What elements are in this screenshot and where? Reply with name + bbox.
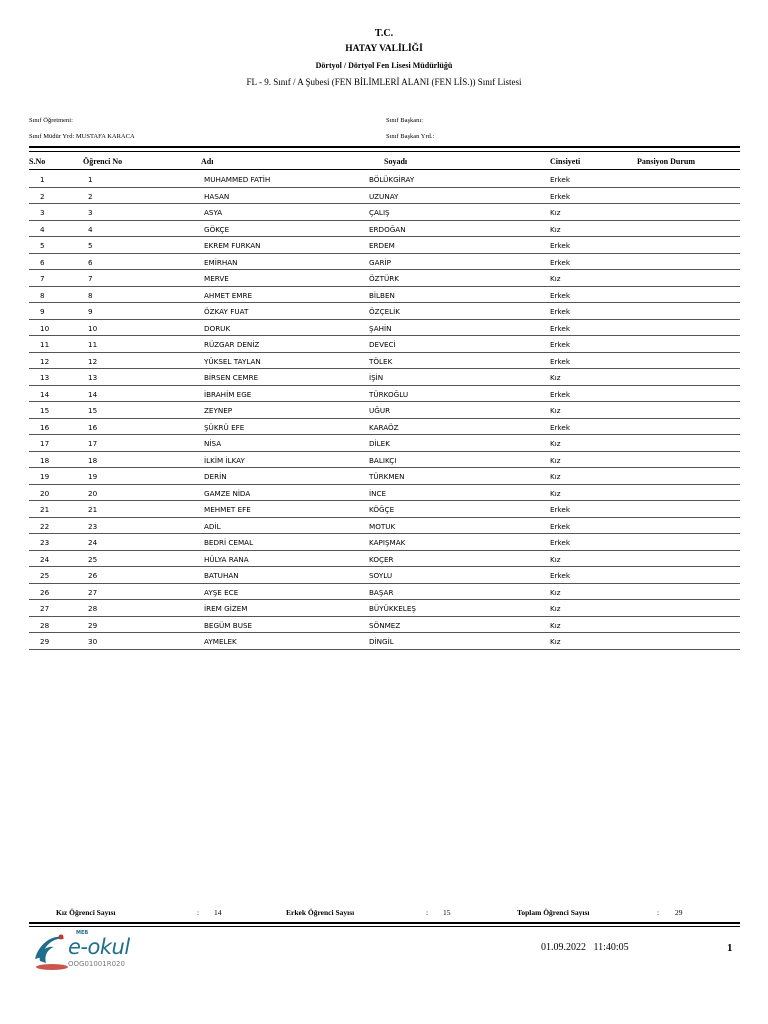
cell-name: BİRSEN CEMRE — [204, 373, 259, 382]
header-governorship: HATAY VALİLİĞİ — [345, 44, 423, 54]
cell-student-no: 6 — [88, 257, 93, 267]
cell-name: İREM GİZEM — [204, 604, 248, 613]
cell-sno: 4 — [40, 224, 45, 234]
cell-surname: ÇALIŞ — [369, 208, 390, 217]
female-count-label: Kız Öğrenci Sayısı — [56, 908, 116, 917]
cell-name: MEHMET EFE — [204, 505, 251, 514]
cell-student-no: 24 — [88, 538, 98, 547]
table-row — [29, 584, 740, 601]
meta-class-president: Sınıf Başkanı: — [386, 117, 424, 124]
cell-student-no: 20 — [88, 488, 98, 498]
cell-name: ŞÜKRÜ EFE — [204, 422, 245, 432]
footer-rule-bottom — [29, 926, 740, 927]
cell-surname: KOÇER — [369, 554, 394, 564]
table-row — [29, 303, 740, 320]
print-date: 01.09.2022 — [541, 942, 586, 953]
column-header-sno: S.No — [29, 157, 46, 166]
cell-sno: 16 — [40, 422, 50, 432]
column-header-gender: Cinsiyeti — [550, 157, 581, 166]
total-count-value: 29 — [675, 908, 683, 917]
cell-student-no: 7 — [88, 274, 93, 283]
table-row — [29, 485, 740, 502]
cell-student-no: 23 — [88, 521, 98, 531]
cell-gender: Kız — [550, 488, 561, 498]
cell-student-no: 8 — [88, 290, 93, 300]
cell-name: RÜZGAR DENİZ — [204, 340, 260, 349]
total-count-label: Toplam Öğrenci Sayısı — [517, 908, 590, 917]
cell-name: DORUK — [204, 323, 231, 333]
column-header-dorm-status: Pansiyon Durum — [637, 157, 696, 166]
cell-surname: UĞUR — [369, 406, 391, 415]
cell-student-no: 12 — [88, 356, 98, 366]
cell-gender: Erkek — [550, 175, 570, 184]
table-row — [29, 468, 740, 485]
cell-name: AYŞE ECE — [204, 587, 239, 597]
table-row — [29, 452, 740, 469]
table-row — [29, 551, 740, 568]
cell-name: BEGÜM BUSE — [204, 620, 253, 630]
header-rule-top — [29, 146, 740, 148]
table-row — [29, 617, 740, 634]
cell-gender: Erkek — [550, 521, 570, 531]
cell-sno: 8 — [40, 290, 45, 300]
cell-name: BATUHAN — [204, 571, 239, 580]
cell-student-no: 10 — [88, 323, 98, 333]
cell-surname: MOTUK — [369, 521, 396, 531]
cell-gender: Erkek — [550, 505, 570, 514]
cell-name: EMİRHAN — [204, 257, 238, 267]
male-count-value: 15 — [443, 908, 451, 917]
cell-name: GAMZE NİDA — [204, 488, 251, 498]
cell-student-no: 25 — [88, 554, 98, 564]
cell-name: DERİN — [204, 472, 227, 481]
page-number: 1 — [727, 942, 733, 954]
cell-name: İBRAHİM EGE — [204, 389, 252, 399]
cell-surname: DEVECİ — [369, 340, 396, 349]
cell-student-no: 27 — [88, 587, 98, 597]
cell-gender: Kız — [550, 455, 561, 465]
cell-name: HASAN — [204, 191, 230, 201]
report-code: OOG01001R020 — [68, 960, 125, 968]
cell-surname: İŞİN — [369, 373, 384, 382]
table-row — [29, 567, 740, 584]
cell-name: HÜLYA RANA — [204, 554, 249, 564]
cell-gender: Kız — [550, 620, 561, 630]
cell-name: MERVE — [204, 274, 229, 283]
cell-gender: Erkek — [550, 571, 570, 580]
print-time: 11:40:05 — [593, 942, 629, 953]
cell-surname: BALIKÇI — [369, 455, 397, 465]
cell-gender: Kız — [550, 373, 561, 382]
cell-sno: 9 — [40, 307, 45, 316]
cell-gender: Erkek — [550, 307, 570, 316]
meta-vice-president: Sınıf Başkan Yrd.: — [386, 133, 435, 140]
cell-gender: Kız — [550, 406, 561, 415]
cell-surname: ŞAHİN — [369, 323, 392, 333]
cell-sno: 10 — [40, 323, 50, 333]
table-row — [29, 501, 740, 518]
cell-student-no: 21 — [88, 505, 98, 514]
cell-student-no: 13 — [88, 373, 98, 382]
cell-surname: GARİP — [369, 257, 391, 267]
table-row — [29, 188, 740, 205]
cell-sno: 21 — [40, 505, 50, 514]
table-row — [29, 633, 740, 650]
cell-surname: TÜRKMEN — [369, 472, 405, 481]
cell-name: AYMELEK — [204, 637, 237, 646]
cell-student-no: 11 — [88, 340, 98, 349]
cell-surname: BİLBEN — [369, 290, 395, 300]
column-header-name: Adı — [201, 157, 214, 166]
total-count-separator: : — [657, 908, 660, 917]
cell-sno: 27 — [40, 604, 50, 613]
cell-name: İLKİM İLKAY — [204, 455, 245, 465]
cell-gender: Kız — [550, 637, 561, 646]
cell-sno: 14 — [40, 389, 50, 399]
cell-surname: ÖZÇELİK — [369, 307, 400, 316]
cell-gender: Erkek — [550, 538, 570, 547]
table-row — [29, 336, 740, 353]
cell-surname: BAŞAR — [369, 587, 394, 597]
cell-surname: SOYLU — [369, 571, 393, 580]
cell-gender: Kız — [550, 554, 561, 564]
cell-gender: Erkek — [550, 323, 570, 333]
cell-gender: Erkek — [550, 356, 570, 366]
cell-sno: 11 — [40, 340, 50, 349]
cell-sno: 12 — [40, 356, 50, 366]
cell-gender: Kız — [550, 274, 561, 283]
cell-sno: 24 — [40, 554, 50, 564]
cell-gender: Kız — [550, 604, 561, 613]
cell-surname: KÖĞÇE — [369, 505, 395, 514]
cell-student-no: 1 — [88, 175, 93, 184]
cell-student-no: 18 — [88, 455, 98, 465]
table-row — [29, 600, 740, 617]
cell-surname: ERDEM — [369, 241, 395, 250]
cell-name: MUHAMMED FATİH — [204, 175, 271, 184]
cell-surname: SÖNMEZ — [369, 620, 401, 630]
header-school: Dörtyol / Dörtyol Fen Lisesi Müdürlüğü — [315, 61, 453, 70]
table-row — [29, 369, 740, 386]
cell-surname: DİLEK — [369, 439, 390, 448]
table-row — [29, 204, 740, 221]
male-count-label: Erkek Öğrenci Sayısı — [286, 908, 355, 917]
cell-name: ÖZKAY FUAT — [204, 307, 249, 316]
table-row — [29, 237, 740, 254]
cell-student-no: 30 — [88, 637, 98, 646]
cell-student-no: 14 — [88, 389, 98, 399]
cell-surname: BÜYÜKKELEŞ — [369, 604, 416, 613]
cell-gender: Erkek — [550, 340, 570, 349]
cell-gender: Kız — [550, 208, 561, 217]
cell-sno: 23 — [40, 538, 50, 547]
cell-sno: 18 — [40, 455, 50, 465]
table-row — [29, 171, 740, 188]
cell-name: NİSA — [204, 439, 222, 448]
cell-gender: Erkek — [550, 422, 570, 432]
cell-sno: 19 — [40, 472, 50, 481]
table-row — [29, 518, 740, 535]
cell-gender: Erkek — [550, 191, 570, 201]
female-count-separator: : — [197, 908, 200, 917]
header-tc: T.C. — [374, 28, 394, 39]
student-table — [29, 171, 740, 650]
cell-surname: DİNGİL — [369, 637, 394, 646]
cell-student-no: 15 — [88, 406, 98, 415]
e-okul-logo — [30, 929, 140, 973]
cell-student-no: 17 — [88, 439, 98, 448]
cell-surname: BÖLÜKGİRAY — [369, 175, 415, 184]
cell-surname: UZUNAY — [369, 191, 399, 201]
cell-sno: 22 — [40, 521, 50, 531]
cell-name: EKREM FURKAN — [204, 241, 261, 250]
footer-rule-top — [29, 922, 740, 924]
table-row — [29, 402, 740, 419]
column-header-surname: Soyadı — [384, 157, 408, 166]
cell-student-no: 26 — [88, 571, 98, 580]
cell-student-no: 28 — [88, 604, 98, 613]
cell-student-no: 9 — [88, 307, 93, 316]
e-okul-brand: e-okul — [68, 935, 130, 959]
cell-student-no: 5 — [88, 241, 93, 250]
print-datetime — [541, 942, 629, 953]
cell-sno: 15 — [40, 406, 50, 415]
cell-sno: 7 — [40, 274, 45, 283]
cell-gender: Kız — [550, 439, 561, 448]
table-row — [29, 419, 740, 436]
cell-gender: Erkek — [550, 241, 570, 250]
female-count-value: 14 — [214, 908, 222, 917]
cell-sno: 28 — [40, 620, 50, 630]
cell-sno: 2 — [40, 191, 45, 201]
cell-surname: ERDOĞAN — [369, 224, 406, 234]
table-row — [29, 320, 740, 337]
cell-sno: 26 — [40, 587, 50, 597]
cell-surname: KARAÖZ — [369, 422, 399, 432]
meta-teacher: Sınıf Öğretmeni: — [29, 117, 73, 124]
cell-name: AHMET EMRE — [204, 290, 253, 300]
table-row — [29, 386, 740, 403]
cell-sno: 20 — [40, 488, 50, 498]
cell-gender: Erkek — [550, 290, 570, 300]
cell-student-no: 2 — [88, 191, 93, 201]
male-count-separator: : — [426, 908, 429, 917]
cell-gender: Kız — [550, 587, 561, 597]
cell-sno: 6 — [40, 257, 45, 267]
cell-surname: ÖZTÜRK — [369, 274, 399, 283]
cell-sno: 3 — [40, 208, 45, 217]
meta-vice-principal: Sınıf Müdür Yrd: MUSTAFA KARACA — [29, 133, 135, 140]
cell-name: ASYA — [204, 208, 223, 217]
cell-sno: 1 — [40, 175, 45, 184]
cell-name: YÜKSEL TAYLAN — [204, 356, 261, 366]
table-row — [29, 221, 740, 238]
cell-sno: 29 — [40, 637, 50, 646]
cell-sno: 25 — [40, 571, 50, 580]
table-row — [29, 254, 740, 271]
column-header-student-no: Öğrenci No — [83, 157, 123, 166]
table-row — [29, 287, 740, 304]
cell-name: GÖKÇE — [204, 224, 230, 234]
table-row — [29, 270, 740, 287]
cell-student-no: 4 — [88, 224, 93, 234]
cell-student-no: 29 — [88, 620, 98, 630]
cell-surname: KAPIŞMAK — [369, 538, 406, 547]
cell-student-no: 16 — [88, 422, 98, 432]
column-header-rule — [29, 169, 740, 170]
cell-surname: İNCE — [369, 488, 387, 498]
table-row — [29, 353, 740, 370]
header-class-title: FL - 9. Sınıf / A Şubesi (FEN BİLİMLERİ ALANI (FEN LİS.)) Sınıf Listesi — [246, 77, 522, 87]
header-rule-bottom — [29, 151, 740, 152]
table-row — [29, 435, 740, 452]
cell-surname: TÖLEK — [369, 356, 393, 366]
cell-surname: TÜRKOĞLU — [369, 389, 409, 399]
cell-gender: Erkek — [550, 389, 570, 399]
cell-gender: Kız — [550, 224, 561, 234]
cell-student-no: 19 — [88, 472, 98, 481]
cell-sno: 13 — [40, 373, 50, 382]
table-row — [29, 534, 740, 551]
cell-gender: Kız — [550, 472, 561, 481]
cell-student-no: 3 — [88, 208, 93, 217]
cell-name: ZEYNEP — [204, 406, 233, 415]
cell-name: ADİL — [204, 521, 221, 531]
meb-label: MEB — [76, 930, 89, 936]
cell-name: BEDRİ CEMAL — [204, 538, 254, 547]
cell-gender: Erkek — [550, 257, 570, 267]
cell-sno: 17 — [40, 439, 50, 448]
cell-sno: 5 — [40, 241, 45, 250]
